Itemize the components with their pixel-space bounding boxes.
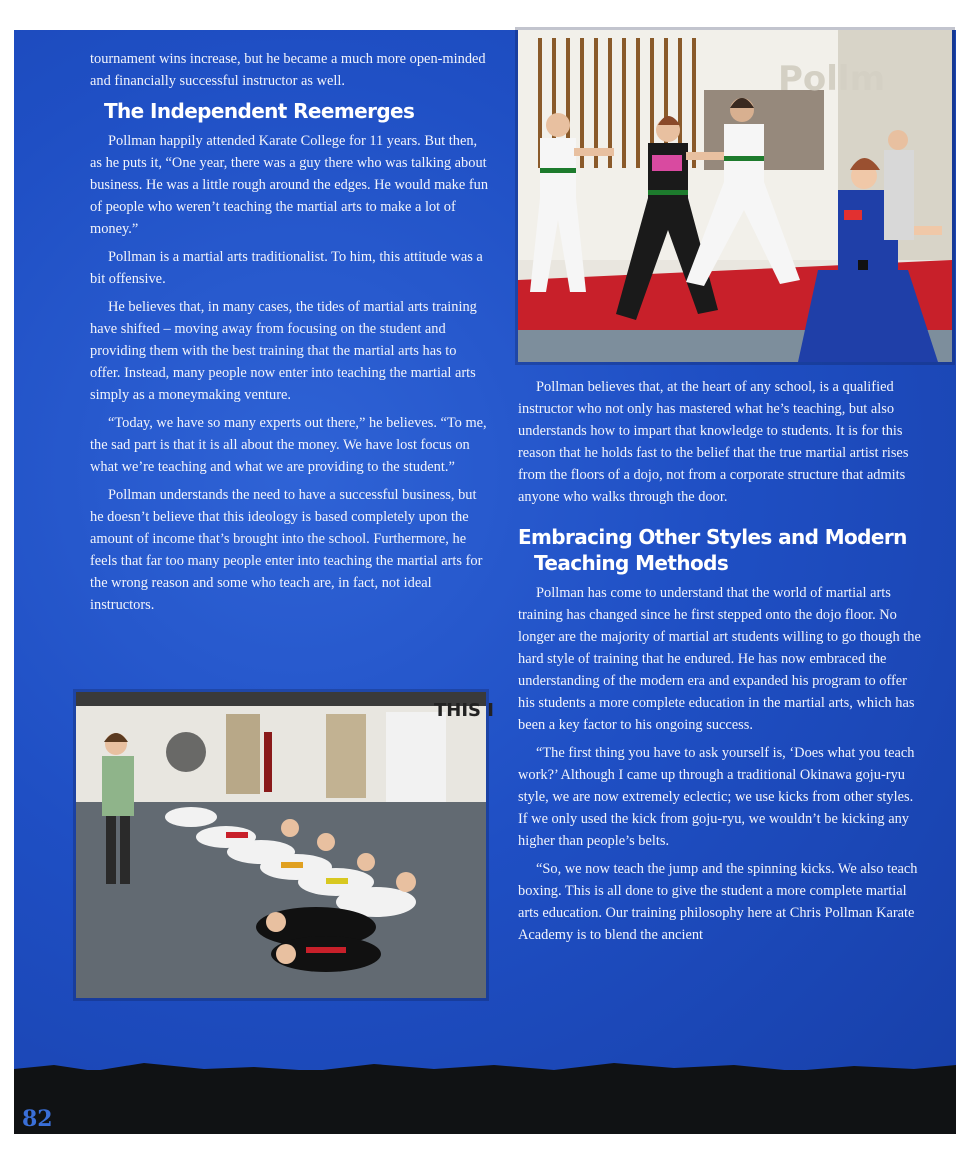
body-paragraph: Pollman has come to understand that the world of martial arts training has changed since he first stepped onto the dojo floor. No longer are the majority of martial art students willing to go though the hard style of training that he endured. He has now embraced the understanding of the modern era and expanded his program to offer his students a more complete education in the martial arts, which has been a key factor to his ongoing success. bbox=[518, 585, 921, 733]
footer-band bbox=[14, 1070, 956, 1134]
lead-in-paragraph: tournament wins increase, but he became a much more open-minded and financially successful instructor as well. bbox=[90, 51, 486, 89]
wall-sign-text: Pollm bbox=[778, 59, 886, 99]
body-paragraph: Pollman happily attended Karate College for 11 years. But then, as he puts it, “One year, there was a guy there who was talking about business. He was a little rough around the edges. He would make fun of people who weren’t teaching the martial arts to make a lot of money.” bbox=[90, 133, 489, 237]
photo-class-floor-drill bbox=[76, 692, 494, 998]
body-paragraph: “So, we now teach the jump and the spinning kicks. We also teach boxing. This is all done to give the student a more complete martial arts education. Our training philosophy here at Chris Pollman Karate Academy is to blend the ancient bbox=[518, 861, 918, 943]
body-paragraph: “Today, we have so many experts out there,” he believes. “To me, the sad part is that it is all about the money. We have lost focus on what we’re teaching and what we are providing to the student.” bbox=[90, 415, 487, 475]
magazine-page bbox=[14, 30, 956, 1134]
right-text-column bbox=[518, 376, 922, 952]
wall-sign-text: THIS I bbox=[434, 700, 494, 721]
body-paragraph: Pollman understands the need to have a successful business, but he doesn’t believe that this ideology is based completely upon the amount of income that’s brought into the school. Furthermore, he feels that far too many people enter into teaching the martial arts for the wrong reason and some who teach are, in fact, not ideal instructors. bbox=[90, 487, 483, 613]
page-number: 82 bbox=[22, 1106, 53, 1132]
body-paragraph: Pollman believes that, at the heart of any school, is a qualified instructor who not only has mastered what he’s teaching, but also understands how to impart that knowledge to students. It is for this reason that he holds fast to the belief that the true martial artist rises from the floors of a dojo, not from a corporate structure that admits anyone who walks through the door. bbox=[518, 379, 909, 505]
section-heading-independent: The Independent Reemerges bbox=[104, 99, 415, 123]
photo-class-punching bbox=[518, 30, 952, 362]
left-text-column bbox=[90, 48, 490, 622]
body-paragraph: Pollman is a martial arts traditionalist. To him, this attitude was a bit offensive. bbox=[90, 249, 483, 287]
body-paragraph: “The first thing you have to ask yourself is, ‘Does what you teach work?’ Although I came up through a traditional Okinawa goju-ryu style, we are now extremely eclectic; we use kicks from other styles. If we only used the kick from goju-ryu, we wouldn’t be kicking any higher than people’s belts. bbox=[518, 745, 915, 849]
section-heading-embracing: Embracing Other Styles and Modern Teaching Methods bbox=[518, 525, 907, 575]
body-paragraph: He believes that, in many cases, the tides of martial arts training have shifted – moving away from focusing on the student and providing them with the best training that the martial arts has to offer. Instead, many people now enter into teaching the martial arts simply as a moneymaking venture. bbox=[90, 299, 477, 403]
